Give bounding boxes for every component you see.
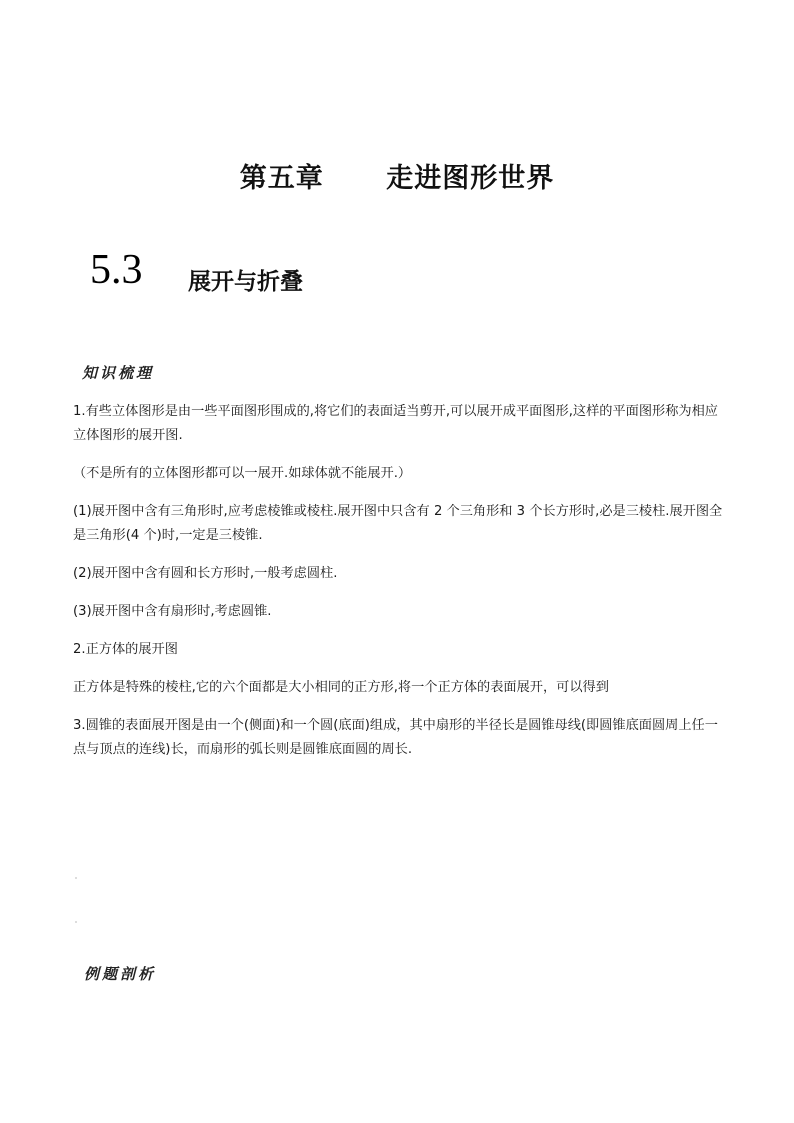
- section-title: 展开与折叠: [188, 269, 303, 295]
- paragraph-triangle-rule: (1)展开图中含有三角形时,应考虑棱锥或棱柱.展开图中只含有 2 个三角形和 3 个长方形时,必是三棱柱.展开图全是三角形(4 个)时,一定是三棱锥.: [73, 504, 723, 543]
- section-number: 5.3: [90, 247, 143, 293]
- paragraph-definition: 1.有些立体图形是由一些平面图形围成的,将它们的表面适当剪开,可以展开成平面图形,这样的平面图形称为相应立体图形的展开图.: [73, 404, 718, 443]
- paragraph-cone-net: 3.圆锥的表面展开图是由一个(侧面)和一个圆(底面)组成，其中扇形的半径长是圆锥母线(即圆锥底面圆周上任一点与顶点的连线)长，而扇形的弧长则是圆锥底面圆的周长.: [73, 718, 718, 757]
- knowledge-content: [73, 400, 725, 776]
- paragraph-cube-heading: 2.正方体的展开图: [73, 642, 178, 657]
- chapter-title: 第五章 走进图形世界: [239, 163, 555, 194]
- stray-mark: [75, 877, 77, 879]
- example-analysis-heading: 例题剖析: [84, 965, 157, 983]
- stray-mark: [75, 921, 77, 923]
- paragraph-cube-description: 正方体是特殊的棱柱,它的六个面都是大小相同的正方形,将一个正方体的表面展开，可以得到: [73, 680, 609, 695]
- paragraph-cone-rule: (3)展开图中含有扇形时,考虑圆锥.: [73, 604, 272, 619]
- paragraph-cylinder-rule: (2)展开图中含有圆和长方形时,一般考虑圆柱.: [73, 566, 338, 581]
- paragraph-note: （不是所有的立体图形都可以一展开.如球体就不能展开.）: [73, 466, 412, 481]
- knowledge-summary-heading: 知识梳理: [82, 364, 155, 382]
